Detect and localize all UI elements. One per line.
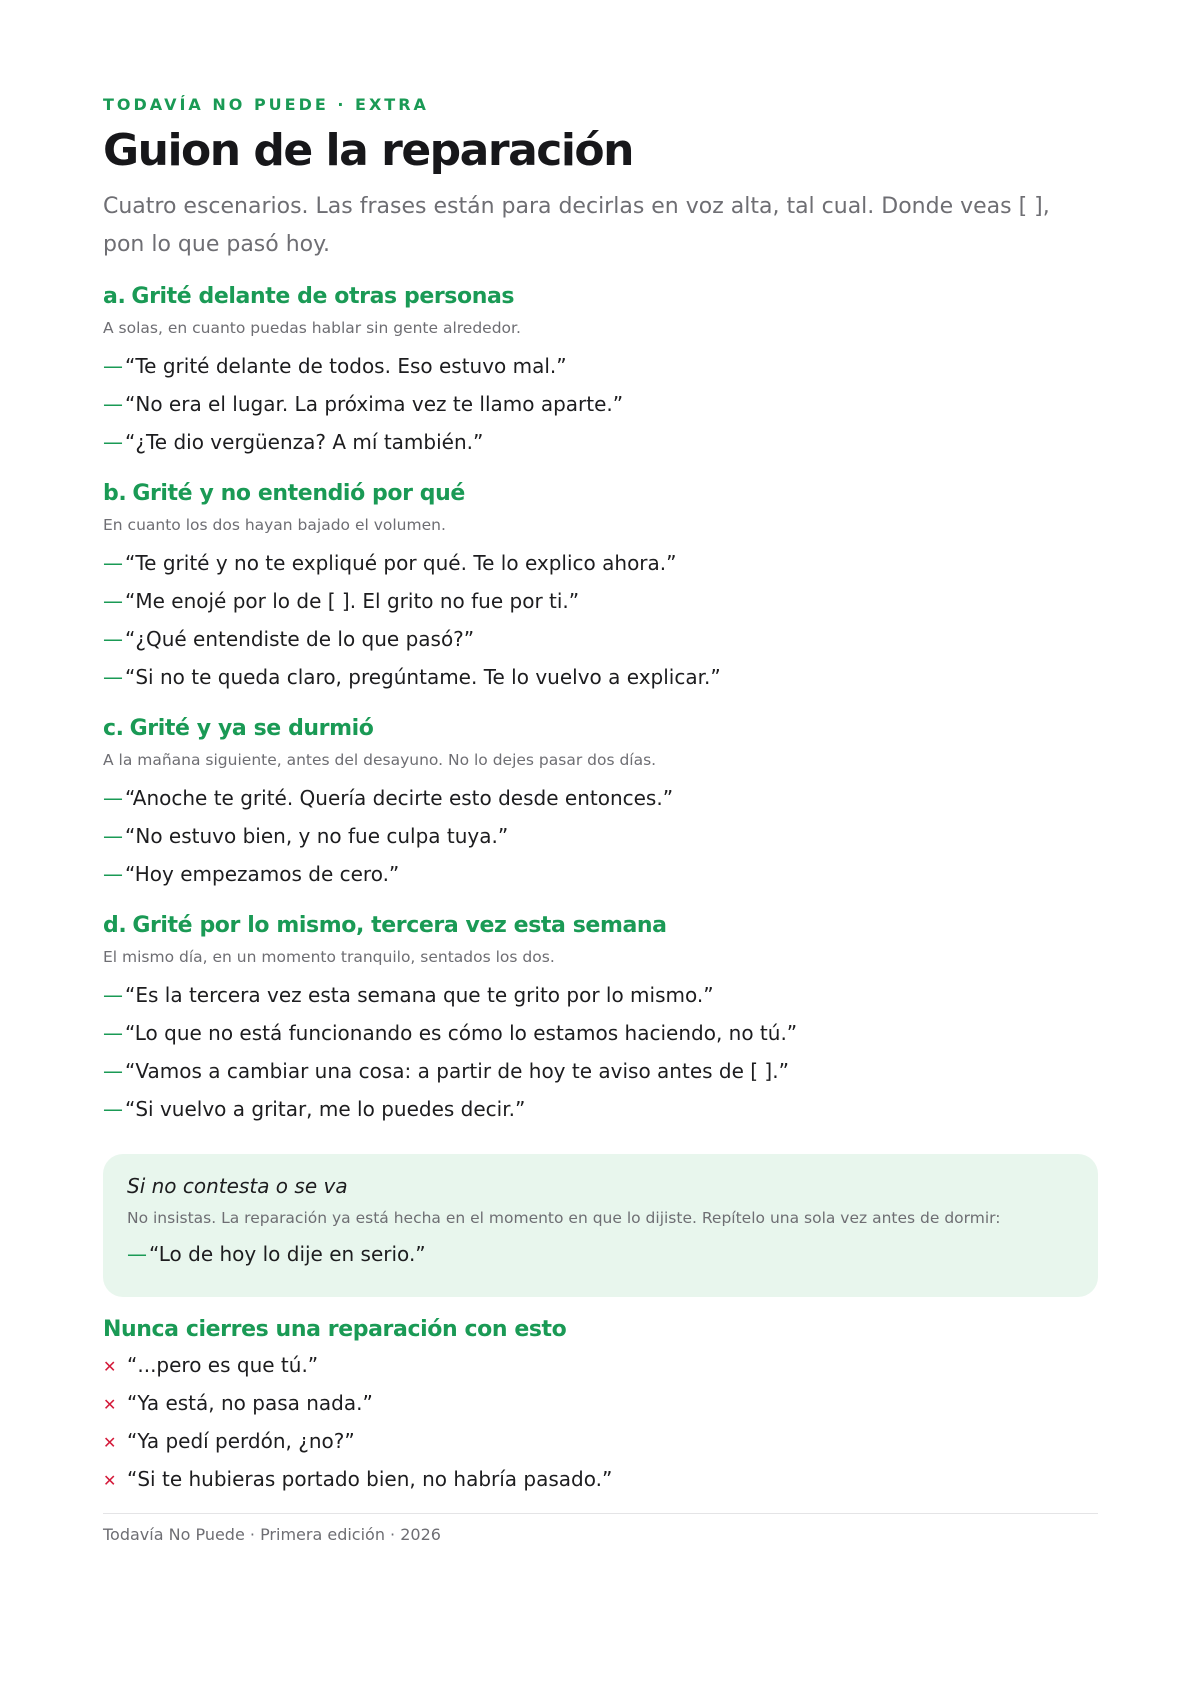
section-title: Grité y ya se durmió xyxy=(129,716,374,741)
phrase-text: “Te grité delante de todos. Eso estuvo mal.” xyxy=(125,354,567,378)
callout-phrase xyxy=(127,1235,1074,1273)
section-c xyxy=(103,714,1088,893)
phrase-item xyxy=(103,423,1088,461)
dash-marker: — xyxy=(103,1059,123,1083)
phrase-text: “Hoy empezamos de cero.” xyxy=(125,862,400,886)
section-b xyxy=(103,479,1088,696)
dash-marker: — xyxy=(103,824,123,848)
never-text: “Ya pedí perdón, ¿no?” xyxy=(127,1429,355,1453)
dash-marker: — xyxy=(103,786,123,810)
section-d xyxy=(103,911,1088,1128)
phrase-text: “Anoche te grité. Quería decirte esto desde entonces.” xyxy=(125,786,674,810)
page-subtitle: Cuatro escenarios. Las frases están para decirlas en voz alta, tal cual. Donde veas [ ], pon lo que pasó hoy. xyxy=(103,194,1050,257)
section-title: Grité por lo mismo, tercera vez esta semana xyxy=(132,913,667,938)
page-title: Guion de la reparación xyxy=(103,125,633,176)
page-footer: Todavía No Puede · Primera edición · 2026 xyxy=(103,1513,1098,1546)
section-heading xyxy=(103,282,1088,312)
never-item xyxy=(103,1463,1088,1501)
phrase-text: “Es la tercera vez esta semana que te grito por lo mismo.” xyxy=(125,983,714,1007)
section-heading xyxy=(103,714,1088,744)
phrase-item xyxy=(103,1090,1088,1128)
phrase-item xyxy=(103,855,1088,893)
callout-note: No insistas. La reparación ya está hecha en el momento en que lo dijiste. Repítelo una sola vez antes de dormir: xyxy=(127,1209,1001,1227)
never-text: “Ya está, no pasa nada.” xyxy=(127,1391,373,1415)
never-text: “Si te hubieras portado bien, no habría pasado.” xyxy=(127,1467,613,1491)
dash-marker: — xyxy=(103,862,123,886)
never-heading: Nunca cierres una reparación con esto xyxy=(103,1317,567,1342)
never-list xyxy=(103,1349,1088,1501)
dash-marker: — xyxy=(127,1242,147,1266)
dash-marker: — xyxy=(103,354,123,378)
phrase-item xyxy=(103,347,1088,385)
section-heading xyxy=(103,479,1088,509)
phrase-text: “Lo que no está funcionando es cómo lo estamos haciendo, no tú.” xyxy=(125,1021,798,1045)
section-letter: c. xyxy=(103,716,124,741)
phrase-item xyxy=(103,582,1088,620)
phrase-item xyxy=(103,779,1088,817)
section-title: Grité y no entendió por qué xyxy=(132,481,465,506)
phrase-item xyxy=(103,1052,1088,1090)
phrase-item xyxy=(103,385,1088,423)
section-note: A la mañana siguiente, antes del desayuno. No lo dejes pasar dos días. xyxy=(103,751,657,769)
dash-marker: — xyxy=(103,551,123,575)
dash-marker: — xyxy=(103,430,123,454)
phrase-item xyxy=(103,544,1088,582)
section-letter: b. xyxy=(103,481,127,506)
never-section xyxy=(103,1315,1088,1501)
dash-marker: — xyxy=(103,627,123,651)
phrase-text: “¿Qué entendiste de lo que pasó?” xyxy=(125,627,475,651)
phrase-text: “Vamos a cambiar una cosa: a partir de hoy te aviso antes de [ ].” xyxy=(125,1059,789,1083)
dash-marker: — xyxy=(103,983,123,1007)
dash-marker: — xyxy=(103,392,123,416)
phrase-text: “Si vuelvo a gritar, me lo puedes decir.” xyxy=(125,1097,526,1121)
cross-icon: ✕ xyxy=(103,1471,117,1490)
phrase-text: “No era el lugar. La próxima vez te llamo aparte.” xyxy=(125,392,624,416)
callout-title: Si no contesta o se va xyxy=(127,1174,348,1198)
phrase-item xyxy=(103,976,1088,1014)
section-a xyxy=(103,282,1088,461)
cross-icon: ✕ xyxy=(103,1433,117,1452)
section-heading xyxy=(103,911,1088,941)
section-letter: a. xyxy=(103,284,126,309)
cross-icon: ✕ xyxy=(103,1395,117,1414)
dash-marker: — xyxy=(103,589,123,613)
never-text: “...pero es que tú.” xyxy=(127,1353,319,1377)
phrase-item xyxy=(103,658,1088,696)
section-letter: d. xyxy=(103,913,127,938)
phrase-item xyxy=(103,817,1088,855)
phrase-item xyxy=(103,1014,1088,1052)
phrase-text: “No estuvo bien, y no fue culpa tuya.” xyxy=(125,824,509,848)
section-title: Grité delante de otras personas xyxy=(131,284,515,309)
phrase-text: “Te grité y no te expliqué por qué. Te lo explico ahora.” xyxy=(125,551,677,575)
callout-box xyxy=(103,1154,1098,1297)
dash-marker: — xyxy=(103,665,123,689)
eyebrow-label: TODAVÍA NO PUEDE · EXTRA xyxy=(103,95,429,114)
phrase-text: “Me enojé por lo de [ ]. El grito no fue por ti.” xyxy=(125,589,580,613)
phrase-item xyxy=(103,620,1088,658)
never-item xyxy=(103,1387,1088,1425)
phrase-text: “Si no te queda claro, pregúntame. Te lo vuelvo a explicar.” xyxy=(125,665,721,689)
phrase-text: “¿Te dio vergüenza? A mí también.” xyxy=(125,430,484,454)
phrase-text: “Lo de hoy lo dije en serio.” xyxy=(149,1242,426,1266)
cross-icon: ✕ xyxy=(103,1357,117,1376)
dash-marker: — xyxy=(103,1097,123,1121)
section-note: A solas, en cuanto puedas hablar sin gente alrededor. xyxy=(103,319,521,337)
dash-marker: — xyxy=(103,1021,123,1045)
never-item xyxy=(103,1349,1088,1387)
section-note: El mismo día, en un momento tranquilo, sentados los dos. xyxy=(103,948,555,966)
section-note: En cuanto los dos hayan bajado el volumen. xyxy=(103,516,446,534)
never-item xyxy=(103,1425,1088,1463)
